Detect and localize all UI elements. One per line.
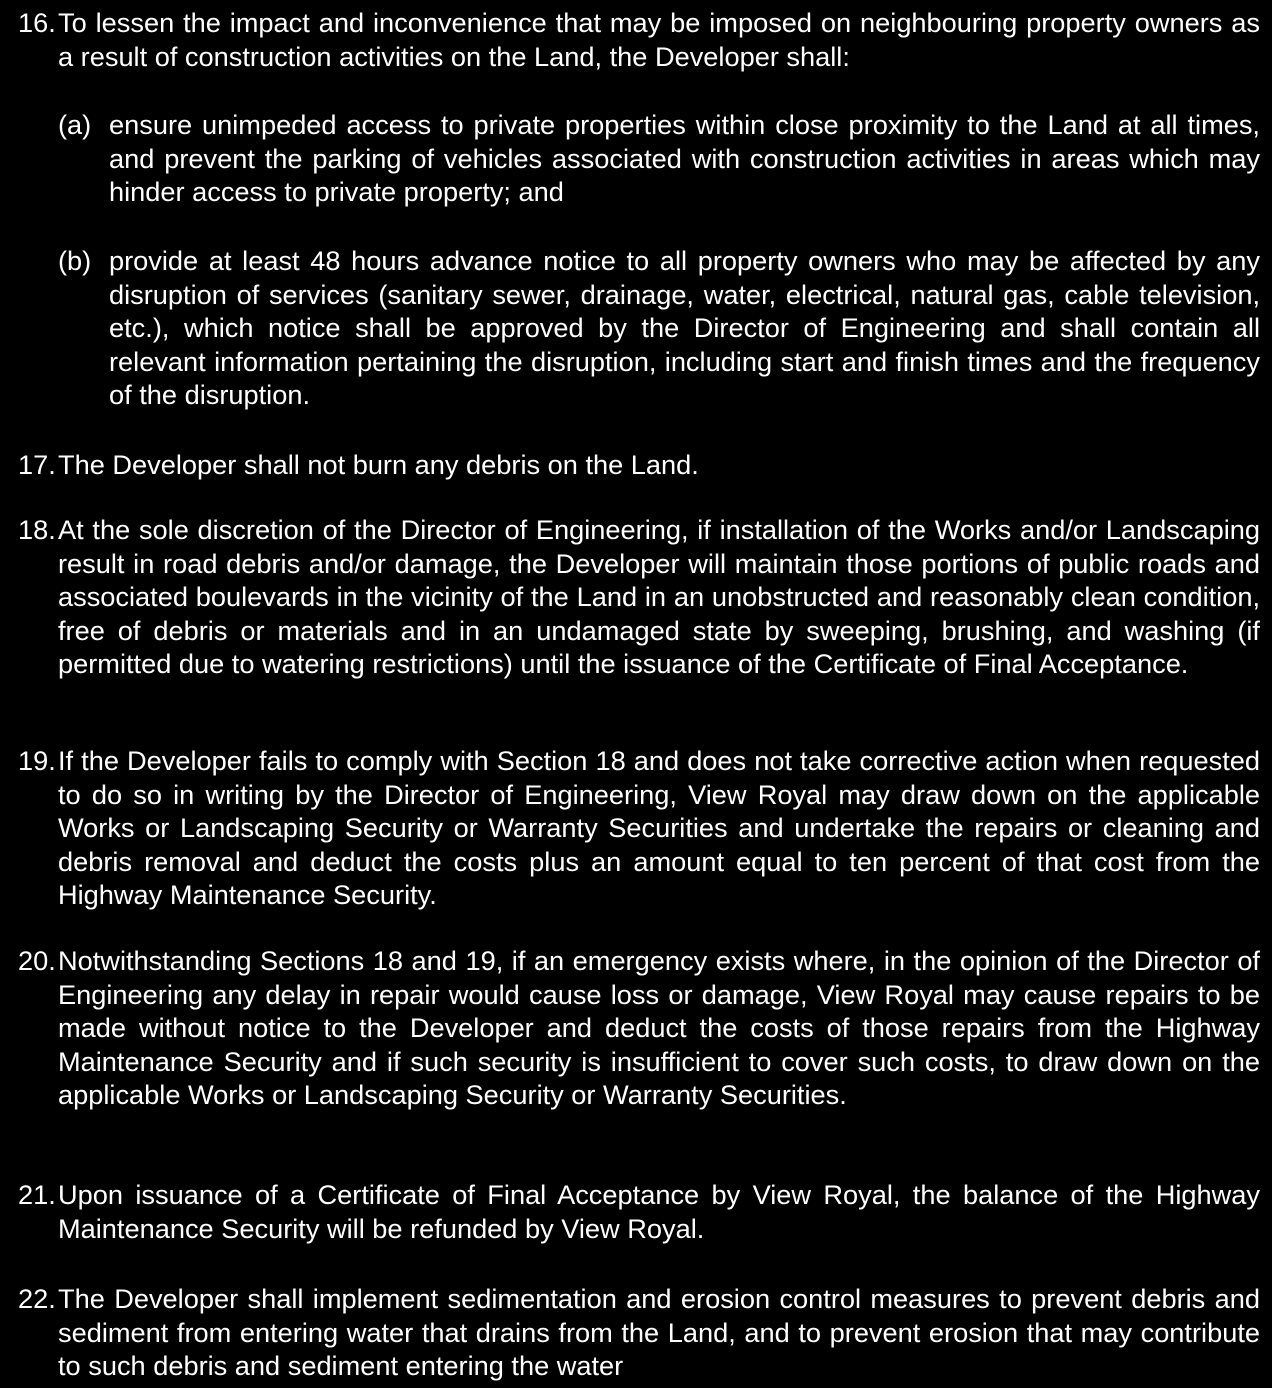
- clause-18: [18, 513, 1260, 681]
- clause-21: [18, 1178, 1260, 1245]
- clause-16-item-b: [58, 244, 1260, 412]
- item-label: (b): [58, 245, 92, 276]
- clause-20: [18, 944, 1260, 1112]
- clause-text: The Developer shall not burn any debris on the Land.: [58, 449, 699, 480]
- clause-text: At the sole discretion of the Director of Engineering, if installation of the Works and/or Landscaping result in road debris and/or damage, the Developer will maintain those portions of public roads and associated boulevards in the vicinity of the Land in an unobstructed and reasonably clean condition, free of debris or materials and in an undamaged state by sweeping, brushing, and washing (if permitted due to watering restrictions) until the issuance of the Certificate of Final Acceptance.: [58, 514, 1260, 679]
- clause-number: 21.: [18, 1179, 56, 1210]
- item-text: provide at least 48 hours advance notice to all property owners who may be affected by any disruption of services (sanitary sewer, drainage, water, electrical, natural gas, cable television, etc.), which notice shall be approved by the Director of Engineering and shall contain all relevant information pertaining the disruption, including start and finish times and the frequency of the disruption.: [109, 245, 1260, 410]
- clause-number: 18.: [18, 514, 56, 545]
- clause-number: 20.: [18, 945, 56, 976]
- clause-number: 17.: [18, 449, 56, 480]
- clause-text: The Developer shall implement sedimentation and erosion control measures to prevent debris and sediment from entering water that drains from the Land, and to prevent erosion that may contribute to such debris and sediment entering the water: [58, 1283, 1260, 1381]
- clause-number: 22.: [18, 1283, 56, 1314]
- item-label: (a): [58, 109, 92, 140]
- item-text: ensure unimpeded access to private properties within close proximity to the Land at all times, and prevent the parking of vehicles associated with construction activities in areas which may hinder access to private property; and: [109, 109, 1260, 207]
- clause-16: [18, 6, 1260, 73]
- clause-text: Notwithstanding Sections 18 and 19, if an emergency exists where, in the opinion of the Director of Engineering any delay in repair would cause loss or damage, View Royal may cause repairs to be made without notice to the Developer and deduct the costs of those repairs from the Highway Maintenance Security and if such security is insufficient to cover such costs, to draw down on the applicable Works or Landscaping Security or Warranty Securities.: [58, 945, 1260, 1110]
- clause-number: 19.: [18, 745, 56, 776]
- clause-text: To lessen the impact and inconvenience that may be imposed on neighbouring property owners as a result of construction activities on the Land, the Developer shall:: [58, 7, 1260, 72]
- clause-22: [18, 1282, 1260, 1383]
- clause-16-item-a: [58, 108, 1260, 209]
- clause-17: [18, 448, 1260, 482]
- clause-19: [18, 744, 1260, 912]
- clause-text: If the Developer fails to comply with Section 18 and does not take corrective action when requested to do so in writing by the Director of Engineering, View Royal may draw down on the applicable Works or Landscaping Security or Warranty Securities and undertake the repairs or cleaning and debris removal and deduct the costs plus an amount equal to ten percent of that cost from the Highway Maintenance Security.: [58, 745, 1260, 910]
- clause-number: 16.: [18, 7, 56, 38]
- clause-text: Upon issuance of a Certificate of Final Acceptance by View Royal, the balance of the Highway Maintenance Security will be refunded by View Royal.: [58, 1179, 1260, 1244]
